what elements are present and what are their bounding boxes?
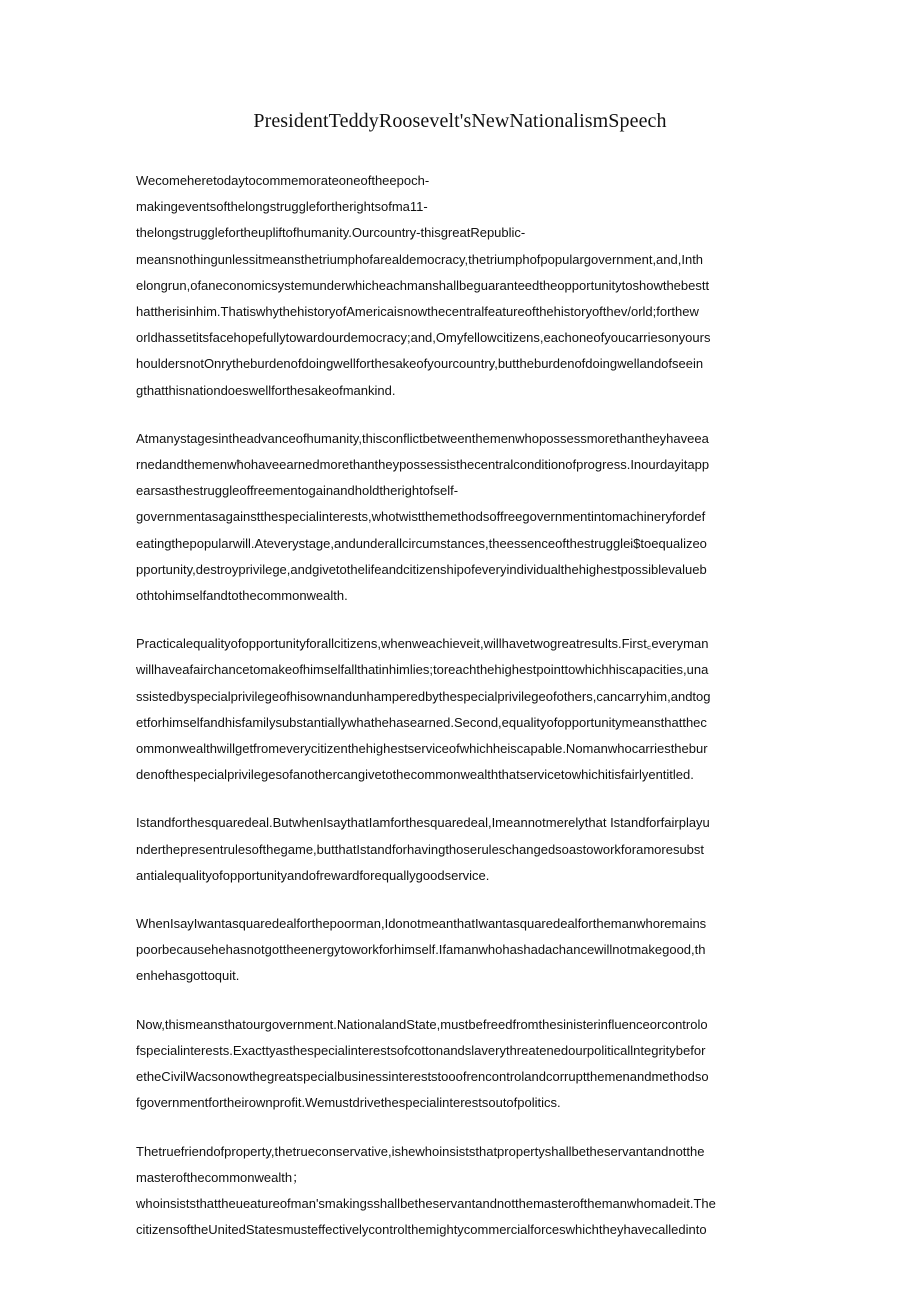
text-line: Istandforthesquaredeal.ButwhenIsaythatIamforthesquaredeal,Imeannotmerelythat Istandforfairplayu: [136, 815, 710, 831]
text-line: ommonwealthwillgetfromeverycitizenthehighestserviceofwhichheiscapable.Nomanwhocarriesthebur: [136, 741, 708, 757]
text-line: masterofthecommonwealth；: [136, 1169, 306, 1185]
text-line: denofthespecialprivilegesofanothercangivetothecommonwealththatservicetowhichitisfairlyentitled.: [136, 767, 694, 783]
text-line: earsasthestruggleoffreementogainandholdtherightofself-: [136, 483, 459, 499]
text-line: Wecomeheretodaytocommemorateoneoftheepoch-: [136, 173, 430, 188]
text-line: orldhassetitsfacehopefullytowardourdemocracy;and,Omyfellowcitizens,eachoneofyoucarriesonyours: [136, 330, 711, 346]
text-line: enhehasgottoquit.: [136, 968, 240, 984]
text-line: hattherisinhim.ThatiswhythehistoryofAmericaisnowthecentralfeatureofthehistoryofthev/orld;forthew: [136, 304, 699, 320]
text-line: poorbecausehehasnotgottheenergytoworkforhimself.Ifamanwhohashadachancewillnotmakegood,th: [136, 942, 706, 958]
document-title: PresidentTeddyRoosevelt'sNewNationalismSpeech: [253, 110, 667, 132]
text-line: Atmanystagesintheadvanceofhumanity,thisconflictbetweenthemenwhopossessmorethantheyhaveea: [136, 430, 709, 446]
text-line: governmentasagainstthespecialinterests,whotwistthemethodsoffreegovernmentintomachineryfordef: [136, 509, 706, 525]
paragraph-2: [136, 426, 788, 609]
text-line: meansnothingunlessitmeansthetriumphofarealdemocracy,thetriumphofpopulargovernment,and,Inth: [136, 251, 704, 267]
text-line: whoinsiststhattheueatureofman'smakingsshallbetheservantandnotthemasterofthemanwhomadeit.The: [136, 1195, 716, 1211]
paragraph-1: [136, 168, 788, 404]
text-line: etforhimselfandhisfamilysubstantiallywhathehasearned.Second,equalityofopportunitymeansthatthec: [136, 714, 707, 730]
text-line: Now,thismeansthatourgovernment.NationalandState,mustbefreedfromthesinisterinfluenceorcontrolo: [136, 1016, 708, 1032]
paragraph-4: [136, 810, 788, 889]
text-line: antialequalityofopportunityandofrewardforequallygoodservice.: [136, 867, 490, 883]
text-line: Practicalequalityofopportunityforallcitizens,whenweachieveit,willhavetwogreatresults.First꜀everyman: [136, 636, 709, 652]
text-line: citizensoftheUnitedStatesmusteffectivelycontrolthemightycommercialforceswhichtheyhavecalledinto: [136, 1222, 707, 1238]
text-line: pportunity,destroyprivilege,andgivetothelifeandcitizenshipofeveryindividualthehighestpossiblevalueb: [136, 561, 707, 577]
text-line: othtohimselfandtothecommonwealth.: [136, 588, 348, 604]
text-line: fgovernmentfortheirownprofit.Wemustdrivethespecialinterestsoutofpolitics.: [136, 1095, 561, 1111]
text-line: rnedandthemenwħohaveearnedmorethantheypossessisthecentralconditionofprogress.Inourdayitapp: [136, 457, 710, 473]
text-line: thelongstrugglefortheupliftofhumanity.Ourcountry-thisgreatRepublic-: [136, 225, 526, 241]
text-line: makingeventsofthelongstrugglefortherightsofma11-: [136, 199, 428, 215]
paragraph-3: [136, 631, 788, 788]
text-line: willhaveafairchancetomakeofhimselfallthatinhimlies;toreachthehighestpointtowhichhiscapacities,una: [136, 662, 709, 678]
text-line: eatingthepopularwill.Ateverystage,andunderallcircumstances,theessenceofthestrugglei$toequalizeo: [136, 535, 707, 551]
text-line: Thetruefriendofproperty,thetrueconservative,ishewhoinsiststhatpropertyshallbetheservantandnotthe: [136, 1143, 705, 1159]
paragraph-6: [136, 1012, 788, 1117]
text-line: houldersnotOnrytheburdenofdoingwellforthesakeofyourcountry,buttheburdenofdoingwellandofseein: [136, 356, 704, 372]
text-line: WhenIsayIwantasquaredealforthepoorman,IdonotmeanthatIwantasquaredealforthemanwhoremains: [136, 916, 707, 932]
text-line: fspecialinterests.Exacttyasthespecialinterestsofcottonandslaverythreatenedourpoliticallntegritybefor: [136, 1042, 706, 1058]
text-line: etheCivilWacsonowthegreatspecialbusinessintereststooofrencontrolandcorruptthemenandmethodso: [136, 1069, 709, 1085]
text-line: gthatthisnationdoeswellforthesakeofmankind.: [136, 382, 396, 398]
paragraph-5: [136, 911, 788, 990]
document-body: [136, 168, 788, 1243]
paragraph-7: [136, 1139, 788, 1244]
text-line: nderthepresentrulesofthegame,butthatIstandforhavingthoseruleschangedsoastoworkforamoresubst: [136, 841, 705, 857]
text-line: ssistedbyspecialprivilegeofhisownandunhamperedbythespecialprivilegeofothers,cancarryhim,andtog: [136, 688, 711, 704]
text-line: elongrun,ofaneconomicsystemunderwhicheachmanshallbeguaranteedtheopportunitytoshowthebestt: [136, 277, 710, 293]
